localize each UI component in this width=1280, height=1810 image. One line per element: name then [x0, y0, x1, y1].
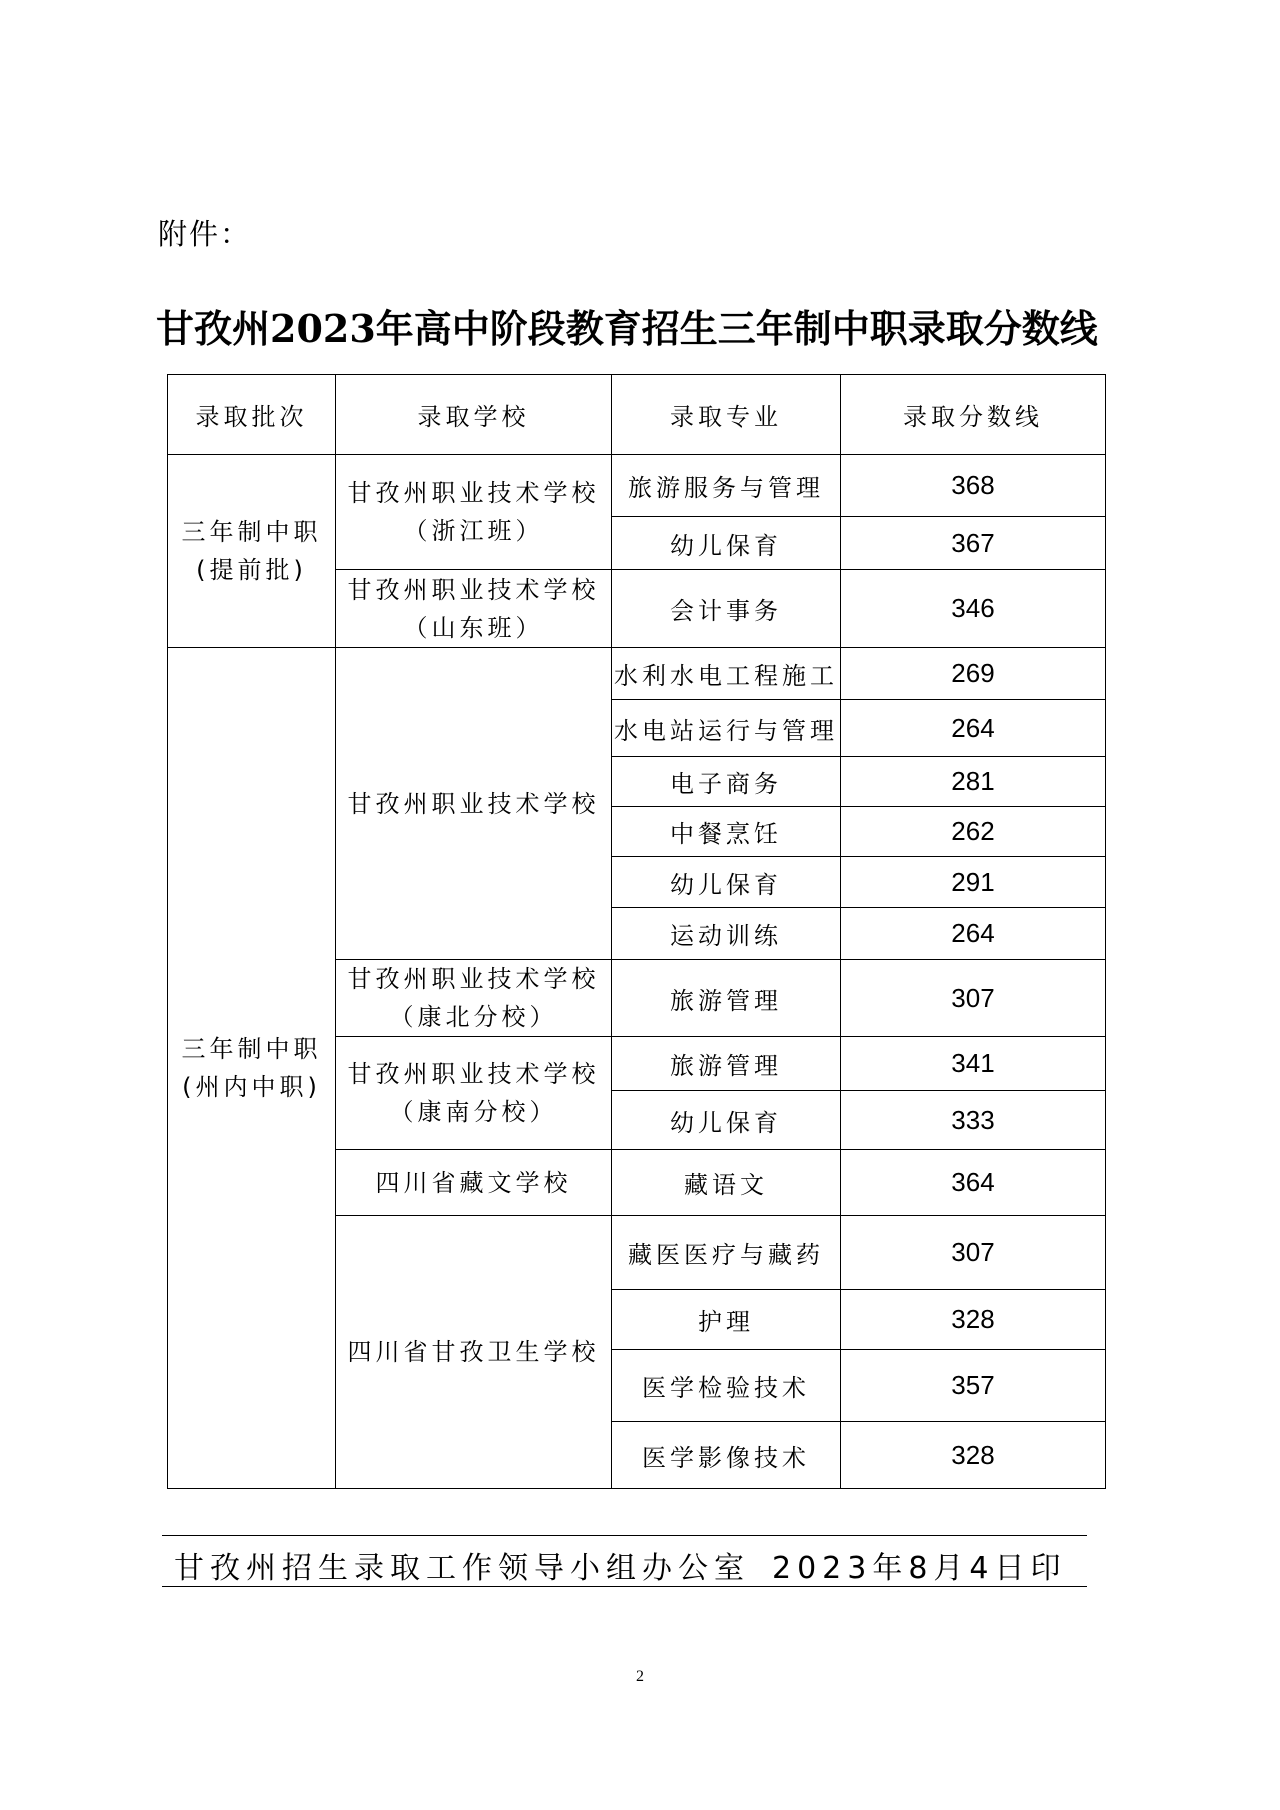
- batch-cell: [168, 455, 336, 648]
- school-name-line1: 甘孜州职业技术学校: [347, 1060, 600, 1088]
- print-date: 2023年8月4日印: [772, 1551, 1067, 1586]
- school-name-line1: 甘孜州职业技术学校: [347, 575, 600, 604]
- major-cell: 会计事务: [612, 570, 841, 648]
- school-name-line1: 甘孜州职业技术学校: [347, 789, 600, 818]
- school-name-line1: 四川省甘孜卫生学校: [347, 1338, 600, 1366]
- document-footer: [162, 1535, 1087, 1587]
- major-cell: 中餐烹饪: [612, 807, 841, 857]
- header-batch: 录取批次: [168, 375, 336, 455]
- score-cell: 368: [841, 455, 1106, 517]
- score-cell: 367: [841, 517, 1106, 570]
- school-name-line2: （浙江班）: [403, 517, 544, 545]
- school-cell: [336, 1150, 612, 1216]
- score-cell: 357: [841, 1350, 1106, 1422]
- page-number: 2: [636, 1668, 644, 1685]
- batch-name-line1: 三年制中职: [181, 518, 322, 546]
- school-name-line1: 甘孜州职业技术学校: [347, 965, 600, 993]
- major-cell: 幼儿保育: [612, 857, 841, 908]
- admission-score-table: [167, 374, 1106, 1489]
- major-cell: 水利水电工程施工: [612, 648, 841, 700]
- major-cell: 幼儿保育: [612, 1091, 841, 1150]
- score-cell: 281: [841, 757, 1106, 807]
- school-cell: [336, 570, 612, 648]
- school-name-line2: （康北分校）: [389, 1003, 558, 1031]
- major-cell: 幼儿保育: [612, 517, 841, 570]
- issuing-office: 甘孜州招生录取工作领导小组办公室: [174, 1551, 750, 1586]
- document-title: 甘孜州2023年高中阶段教育招生三年制中职录取分数线: [156, 306, 1098, 351]
- school-name-line1: 四川省藏文学校: [375, 1168, 572, 1197]
- score-cell: 328: [841, 1422, 1106, 1489]
- batch-cell: [168, 648, 336, 1489]
- major-cell: 旅游管理: [612, 960, 841, 1037]
- score-cell: 364: [841, 1150, 1106, 1216]
- school-cell: [336, 1216, 612, 1489]
- major-cell: 护理: [612, 1290, 841, 1350]
- school-cell: [336, 1037, 612, 1150]
- header-score: 录取分数线: [841, 375, 1106, 455]
- score-cell: 346: [841, 570, 1106, 648]
- table-header-row: [168, 375, 1106, 455]
- major-cell: 旅游服务与管理: [612, 455, 841, 517]
- major-cell: 水电站运行与管理: [612, 700, 841, 757]
- batch-name-line2: (提前批): [196, 556, 307, 584]
- score-cell: 333: [841, 1091, 1106, 1150]
- major-cell: 运动训练: [612, 908, 841, 960]
- score-cell: 264: [841, 700, 1106, 757]
- score-cell: 262: [841, 807, 1106, 857]
- school-cell: [336, 648, 612, 960]
- major-cell: 藏医医疗与藏药: [612, 1216, 841, 1290]
- batch-name-line1: 三年制中职: [181, 1035, 322, 1063]
- major-cell: 藏语文: [612, 1150, 841, 1216]
- school-cell: [336, 455, 612, 570]
- table-row: [168, 455, 1106, 517]
- score-cell: 341: [841, 1037, 1106, 1091]
- batch-name-line2: (州内中职): [182, 1073, 321, 1101]
- table-row: [168, 648, 1106, 700]
- school-name-line2: （山东班）: [403, 613, 544, 642]
- school-name-line2: （康南分校）: [389, 1098, 558, 1126]
- header-major: 录取专业: [612, 375, 841, 455]
- major-cell: 电子商务: [612, 757, 841, 807]
- header-school: 录取学校: [336, 375, 612, 455]
- score-cell: 291: [841, 857, 1106, 908]
- school-cell: [336, 960, 612, 1037]
- score-cell: 264: [841, 908, 1106, 960]
- score-cell: 328: [841, 1290, 1106, 1350]
- school-name-line1: 甘孜州职业技术学校: [347, 479, 600, 507]
- score-cell: 307: [841, 1216, 1106, 1290]
- score-cell: 307: [841, 960, 1106, 1037]
- attachment-label: 附件：: [158, 217, 252, 251]
- score-cell: 269: [841, 648, 1106, 700]
- major-cell: 医学影像技术: [612, 1422, 841, 1489]
- major-cell: 旅游管理: [612, 1037, 841, 1091]
- major-cell: 医学检验技术: [612, 1350, 841, 1422]
